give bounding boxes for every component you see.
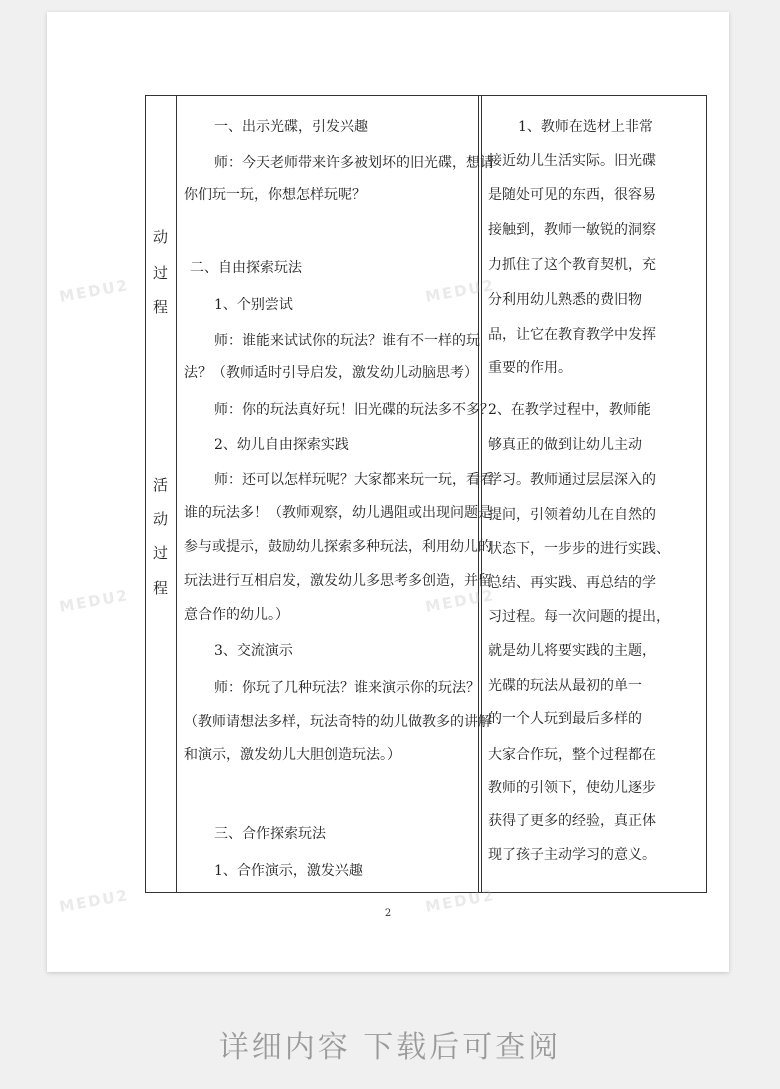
activity-text-line: 1、合作演示，激发兴趣: [214, 863, 363, 879]
activity-text-line: 3、交流演示: [214, 643, 293, 659]
evaluation-text-line: 状态下，一步步的进行实践、: [488, 541, 670, 557]
activity-text-line: 一、出示光碟，引发兴趣: [214, 119, 368, 135]
activity-text-line: 三、合作探索玩法: [214, 826, 326, 842]
evaluation-text-line: 获得了更多的经验，真正体: [488, 813, 656, 829]
lesson-table: [145, 95, 707, 893]
vertical-label-char: 动: [153, 228, 169, 246]
evaluation-text-line: 品，让它在教育教学中发挥: [488, 327, 656, 343]
watermark: MEDU2: [57, 886, 131, 916]
activity-text-line: 二、自由探索玩法: [190, 260, 302, 276]
evaluation-text-line: 是随处可见的东西，很容易: [488, 187, 656, 203]
page-number: 2: [384, 908, 392, 919]
download-caption[interactable]: 详细内容 下载后可查阅: [218, 1030, 562, 1065]
document-page: [47, 12, 729, 972]
activity-text-line: 师：你玩了几种玩法？谁来演示你的玩法？: [214, 680, 480, 696]
activity-text-line: 意合作的幼儿。）: [184, 607, 289, 623]
evaluation-text-line: 的一个人玩到最后多样的: [488, 711, 642, 727]
evaluation-text-line: 接触到，教师一敏锐的洞察: [488, 222, 656, 238]
activity-text-line: 参与或提示，鼓励幼儿探索多种玩法，利用幼儿的: [184, 539, 492, 555]
vertical-label-char: 程: [153, 579, 169, 597]
evaluation-text-line: 教师的引领下，使幼儿逐步: [488, 780, 656, 796]
vertical-label-char: 过: [153, 264, 169, 282]
evaluation-text-line: 大家合作玩，整个过程都在: [488, 747, 656, 763]
evaluation-text-line: 提问，引领着幼儿在自然的: [488, 507, 656, 523]
evaluation-text-line: 总结、再实践、再总结的学: [488, 575, 656, 591]
vertical-label-char: 活: [153, 476, 169, 494]
activity-text-line: 2、幼儿自由探索实践: [214, 437, 349, 453]
watermark: MEDU2: [423, 276, 497, 306]
evaluation-text-line: 现了孩子主动学习的意义。: [488, 847, 656, 863]
evaluation-text-line: 力抓住了这个教育契机，充: [488, 257, 656, 273]
watermark: MEDU2: [57, 586, 131, 616]
column-divider-right: [478, 96, 482, 892]
activity-text-line: 你们玩一玩，你想怎样玩呢？: [184, 187, 366, 203]
evaluation-text-line: 分利用幼儿熟悉的费旧物: [488, 292, 642, 308]
evaluation-text-line: 重要的作用。: [488, 360, 572, 376]
evaluation-text-line: 1、教师在选材上非常: [518, 119, 653, 135]
column-divider-left: [176, 96, 177, 892]
activity-text-line: 师：今天老师带来许多被划坏的旧光碟，想请: [214, 155, 494, 171]
activity-text-line: 谁的玩法多！（教师观察，幼儿遇阻或出现问题是: [184, 505, 492, 521]
activity-text-line: 师：还可以怎样玩呢？大家都来玩一玩，看看: [214, 472, 494, 488]
evaluation-text-line: 2、在教学过程中，教师能: [488, 402, 651, 418]
watermark: MEDU2: [423, 886, 497, 916]
activity-text-line: 和演示，激发幼儿大胆创造玩法。）: [184, 747, 401, 763]
evaluation-text-line: 就是幼儿将要实践的主题，: [488, 643, 656, 659]
activity-text-line: 师：你的玩法真好玩！旧光碟的玩法多不多？: [214, 402, 494, 418]
evaluation-text-line: 学习。教师通过层层深入的: [488, 472, 656, 488]
evaluation-text-line: 光碟的玩法从最初的单一: [488, 678, 642, 694]
activity-text-line: 师：谁能来试试你的玩法？谁有不一样的玩: [214, 333, 480, 349]
watermark: MEDU2: [423, 586, 497, 616]
watermark: MEDU2: [57, 276, 131, 306]
vertical-label-char: 动: [153, 510, 169, 528]
vertical-label-char: 程: [153, 298, 169, 316]
activity-text-line: 玩法进行互相启发，激发幼儿多思考多创造，并留: [184, 573, 492, 589]
evaluation-text-line: 够真正的做到让幼儿主动: [488, 437, 642, 453]
evaluation-text-line: 接近幼儿生活实际。旧光碟: [488, 153, 656, 169]
vertical-label-char: 过: [153, 544, 169, 562]
activity-text-line: 1、个别尝试: [214, 297, 293, 313]
activity-text-line: （教师请想法多样，玩法奇特的幼儿做教多的讲解: [184, 714, 492, 730]
evaluation-text-line: 习过程。每一次问题的提出，: [488, 609, 670, 625]
activity-text-line: 法？（教师适时引导启发，激发幼儿动脑思考）: [184, 365, 478, 381]
